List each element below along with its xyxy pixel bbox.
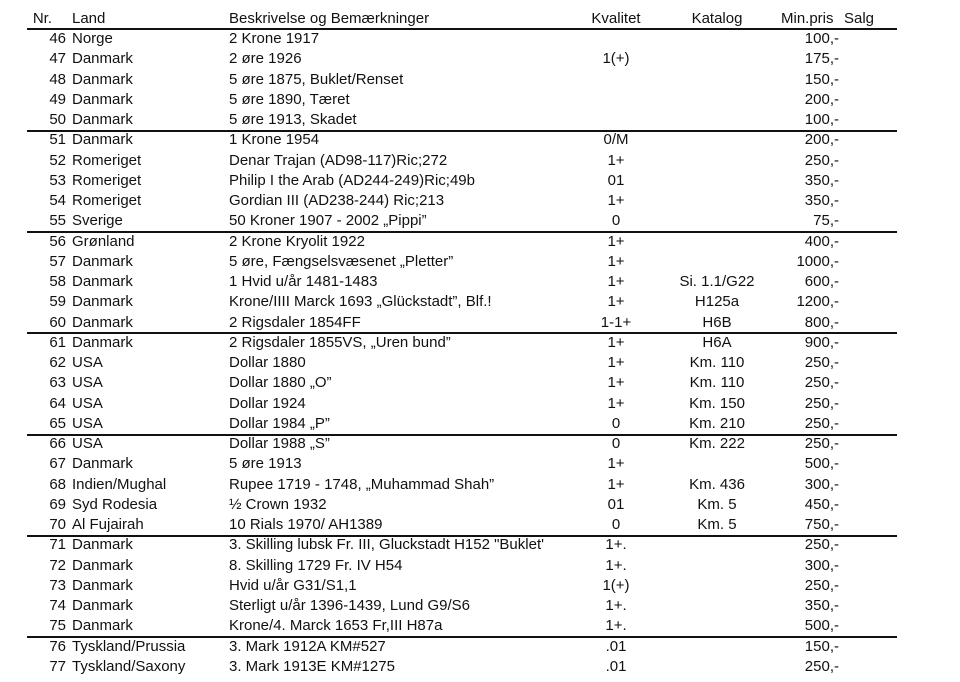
lot-number-cell: 57 [49,252,66,270]
lot-number-cell: 75 [49,617,66,635]
quality-cell: 1(+) [602,576,630,594]
country-cell: USA [72,354,103,371]
header-description: Beskrivelse og Bemærkninger [229,10,430,27]
country-cell: Indien/Mughal [72,475,167,493]
catalog-ref-cell: H6B [702,313,732,331]
lot-number-cell: 60 [49,313,66,331]
country-cell: Danmark [72,131,133,149]
description-cell: Rupee 1719 - 1748, „Muhammad Shah” [229,475,495,493]
quality-cell: 1+ [607,333,625,351]
min-price-cell: 250,- [804,536,839,554]
description-cell: Krone/4. Marck 1653 Fr,III H87a [229,617,443,635]
header-katalog: Katalog [691,10,743,27]
min-price-cell: 500,- [804,617,839,635]
lot-number-cell: 64 [49,394,66,412]
lot-number-cell: 54 [49,192,66,209]
min-price-cell: 250,- [804,354,839,371]
description-cell: 2 øre 1926 [229,50,302,68]
lot-number-cell: 55 [49,212,66,230]
min-price-cell: 250,- [804,414,839,432]
description-cell: 10 Rials 1970/ AH1389 [229,516,383,533]
quality-cell: 1+ [607,374,625,392]
description-cell: Denar Trajan (AD98-117)Ric;272 [229,151,448,169]
lot-number-cell: 49 [49,90,66,108]
lot-number-cell: 69 [49,495,66,513]
group-divider [27,434,897,436]
min-price-cell: 400,- [804,232,839,250]
description-cell: 2 Rigsdaler 1855VS, „Uren bund” [229,333,451,351]
catalog-ref-cell: Km. 5 [697,495,737,513]
country-cell: Syd Rodesia [72,495,158,513]
quality-cell: 0 [611,414,621,432]
min-price-cell: 250,- [804,394,839,412]
quality-cell: 1+. [605,556,627,574]
country-cell: USA [72,414,103,432]
country-cell: Danmark [72,273,133,290]
country-cell: Danmark [72,111,133,128]
country-cell: Al Fujairah [72,516,144,533]
catalog-ref-cell: H125a [694,293,740,311]
min-price-cell: 800,- [804,313,839,331]
lot-number-cell: 73 [49,576,66,594]
quality-cell: 1+. [605,536,627,554]
country-cell: Danmark [72,536,133,554]
min-price-cell: 100,- [804,30,839,47]
min-price-cell: 250,- [804,657,839,675]
quality-cell: .01 [605,637,627,655]
lot-number-cell: 68 [49,475,66,493]
header-kvalitet: Kvalitet [591,10,641,27]
country-cell: Danmark [72,455,133,473]
description-cell: Sterligt u/år 1396-1439, Lund G9/S6 [229,597,470,614]
group-divider [27,636,897,638]
description-cell: 1 Krone 1954 [229,131,320,149]
lot-number-cell: 51 [49,131,66,149]
lot-number-cell: 71 [49,536,66,554]
lot-number-cell: 48 [49,70,66,88]
description-cell: Dollar 1880 „O” [229,374,332,392]
description-cell: 3. Skilling lubsk Fr. III, Gluckstadt H152 "Buklet' [229,536,544,554]
lot-number-cell: 66 [49,435,66,452]
country-cell: Danmark [72,333,133,351]
min-price-cell: 250,- [804,374,839,392]
description-cell: Krone/IIII Marck 1693 „Glückstadt”, Blf.! [229,293,492,311]
header-salg: Salg [844,10,875,27]
quality-cell: 01 [607,171,625,189]
min-price-cell: 300,- [804,556,839,574]
quality-cell: 1+ [607,475,625,493]
min-price-cell: 900,- [804,333,839,351]
min-price-cell: 1000,- [796,252,839,270]
country-cell: Danmark [72,576,133,594]
description-cell: Dollar 1984 „P” [229,414,330,432]
quality-cell: 1+ [607,273,625,290]
lot-number-cell: 67 [49,455,66,473]
min-price-cell: 350,- [804,597,839,614]
catalog-ref-cell: Km. 210 [689,414,745,432]
quality-cell: 1+. [605,617,627,635]
description-cell: 2 Krone Kryolit 1922 [229,232,365,250]
min-price-cell: 150,- [804,637,839,655]
min-price-cell: 175,- [804,50,839,68]
group-divider [27,535,897,537]
lot-number-cell: 65 [49,414,66,432]
country-cell: Danmark [72,50,133,68]
quality-cell: 0/M [603,131,629,149]
quality-cell: 1+ [607,455,625,473]
catalog-ref-cell: Si. 1.1/G22 [679,273,755,290]
lot-number-cell: 46 [49,30,66,47]
country-cell: USA [72,374,103,392]
description-cell: Dollar 1988 „S” [229,435,330,452]
quality-cell: 1-1+ [600,313,632,331]
catalog-ref-cell: Km. 150 [689,394,745,412]
lot-number-cell: 47 [49,50,66,68]
lot-number-cell: 76 [49,637,66,655]
min-price-cell: 250,- [804,576,839,594]
description-cell: 3. Mark 1913E KM#1275 [229,657,395,675]
description-cell: ½ Crown 1932 [229,495,327,513]
group-divider [27,231,897,233]
quality-cell: 1+ [607,252,625,270]
header-min-pris: Min.pris [781,10,834,27]
country-cell: Sverige [72,212,123,230]
quality-cell: 1+ [607,293,625,311]
country-cell: Tyskland/Saxony [72,657,186,675]
catalog-ref-cell: H6A [702,333,732,351]
quality-cell: 1+ [607,232,625,250]
country-cell: USA [72,394,103,412]
group-divider [27,332,897,334]
lot-number-cell: 59 [49,293,66,311]
min-price-cell: 350,- [804,171,839,189]
min-price-cell: 600,- [804,273,839,290]
min-price-cell: 300,- [804,475,839,493]
country-cell: Danmark [72,313,133,331]
catalog-ref-cell: Km. 222 [689,435,745,452]
min-price-cell: 1200,- [796,293,839,311]
catalog-ref-cell: Km. 110 [689,374,745,392]
min-price-cell: 150,- [804,70,839,88]
description-cell: 50 Kroner 1907 - 2002 „Pippi” [229,212,427,230]
description-cell: 5 øre 1875, Buklet/Renset [229,70,404,88]
header-divider [27,28,897,30]
quality-cell: 1+ [607,394,625,412]
min-price-cell: 250,- [804,151,839,169]
country-cell: Norge [72,30,113,47]
description-cell: Dollar 1924 [229,394,306,412]
lot-number-cell: 63 [49,374,66,392]
header-nr: Nr. [32,10,52,27]
catalog-ref-cell: Km. 110 [689,354,745,371]
quality-cell: 0 [611,212,621,230]
min-price-cell: 200,- [804,131,839,149]
description-cell: 8. Skilling 1729 Fr. IV H54 [229,556,403,574]
description-cell: 5 øre 1913, Skadet [229,111,357,128]
lot-number-cell: 50 [49,111,66,128]
country-cell: Grønland [72,232,135,250]
description-cell: Philip I the Arab (AD244-249)Ric;49b [229,171,475,189]
lot-number-cell: 58 [49,273,66,290]
country-cell: Tyskland/Prussia [72,637,186,655]
lot-number-cell: 52 [49,151,66,169]
country-cell: Romeriget [72,192,142,209]
quality-cell: 1+. [605,597,627,614]
lot-number-cell: 61 [49,333,66,351]
description-cell: 5 øre 1913 [229,455,302,473]
min-price-cell: 450,- [804,495,839,513]
description-cell: 2 Krone 1917 [229,30,320,47]
country-cell: Danmark [72,617,133,635]
quality-cell: 01 [607,495,625,513]
min-price-cell: 350,- [804,192,839,209]
min-price-cell: 500,- [804,455,839,473]
quality-cell: 1+ [607,151,625,169]
country-cell: Danmark [72,252,133,270]
description-cell: Hvid u/år G31/S1,1 [229,576,357,594]
min-price-cell: 200,- [804,90,839,108]
quality-cell: 1(+) [602,50,630,68]
quality-cell: 1+ [607,192,625,209]
lot-number-cell: 56 [49,232,66,250]
quality-cell: 1+ [607,354,625,371]
country-cell: Danmark [72,293,133,311]
lot-number-cell: 70 [49,516,66,533]
catalog-ref-cell: Km. 5 [697,516,737,533]
description-cell: 5 øre 1890, Tæret [229,90,350,108]
description-cell: 3. Mark 1912A KM#527 [229,637,386,655]
country-cell: USA [72,435,103,452]
country-cell: Danmark [72,556,133,574]
description-cell: 5 øre, Fængselsvæsenet „Pletter” [229,252,454,270]
quality-cell: .01 [605,657,627,675]
lot-number-cell: 72 [49,556,66,574]
description-cell: Dollar 1880 [229,354,306,371]
min-price-cell: 75,- [813,212,839,230]
description-cell: Gordian III (AD238-244) Ric;213 [229,192,445,209]
country-cell: Romeriget [72,151,142,169]
country-cell: Danmark [72,90,133,108]
header-land: Land [72,10,106,27]
lot-number-cell: 62 [49,354,66,371]
description-cell: 2 Rigsdaler 1854FF [229,313,361,331]
min-price-cell: 250,- [804,435,839,452]
lot-number-cell: 77 [49,657,66,675]
country-cell: Romeriget [72,171,142,189]
min-price-cell: 750,- [804,516,839,533]
description-cell: 1 Hvid u/år 1481-1483 [229,273,378,290]
catalog-ref-cell: Km. 436 [689,475,745,493]
country-cell: Danmark [72,70,133,88]
lot-number-cell: 74 [49,597,66,614]
quality-cell: 0 [611,435,621,452]
country-cell: Danmark [72,597,133,614]
min-price-cell: 100,- [804,111,839,128]
group-divider [27,130,897,132]
quality-cell: 0 [611,516,621,533]
lot-number-cell: 53 [49,171,66,189]
